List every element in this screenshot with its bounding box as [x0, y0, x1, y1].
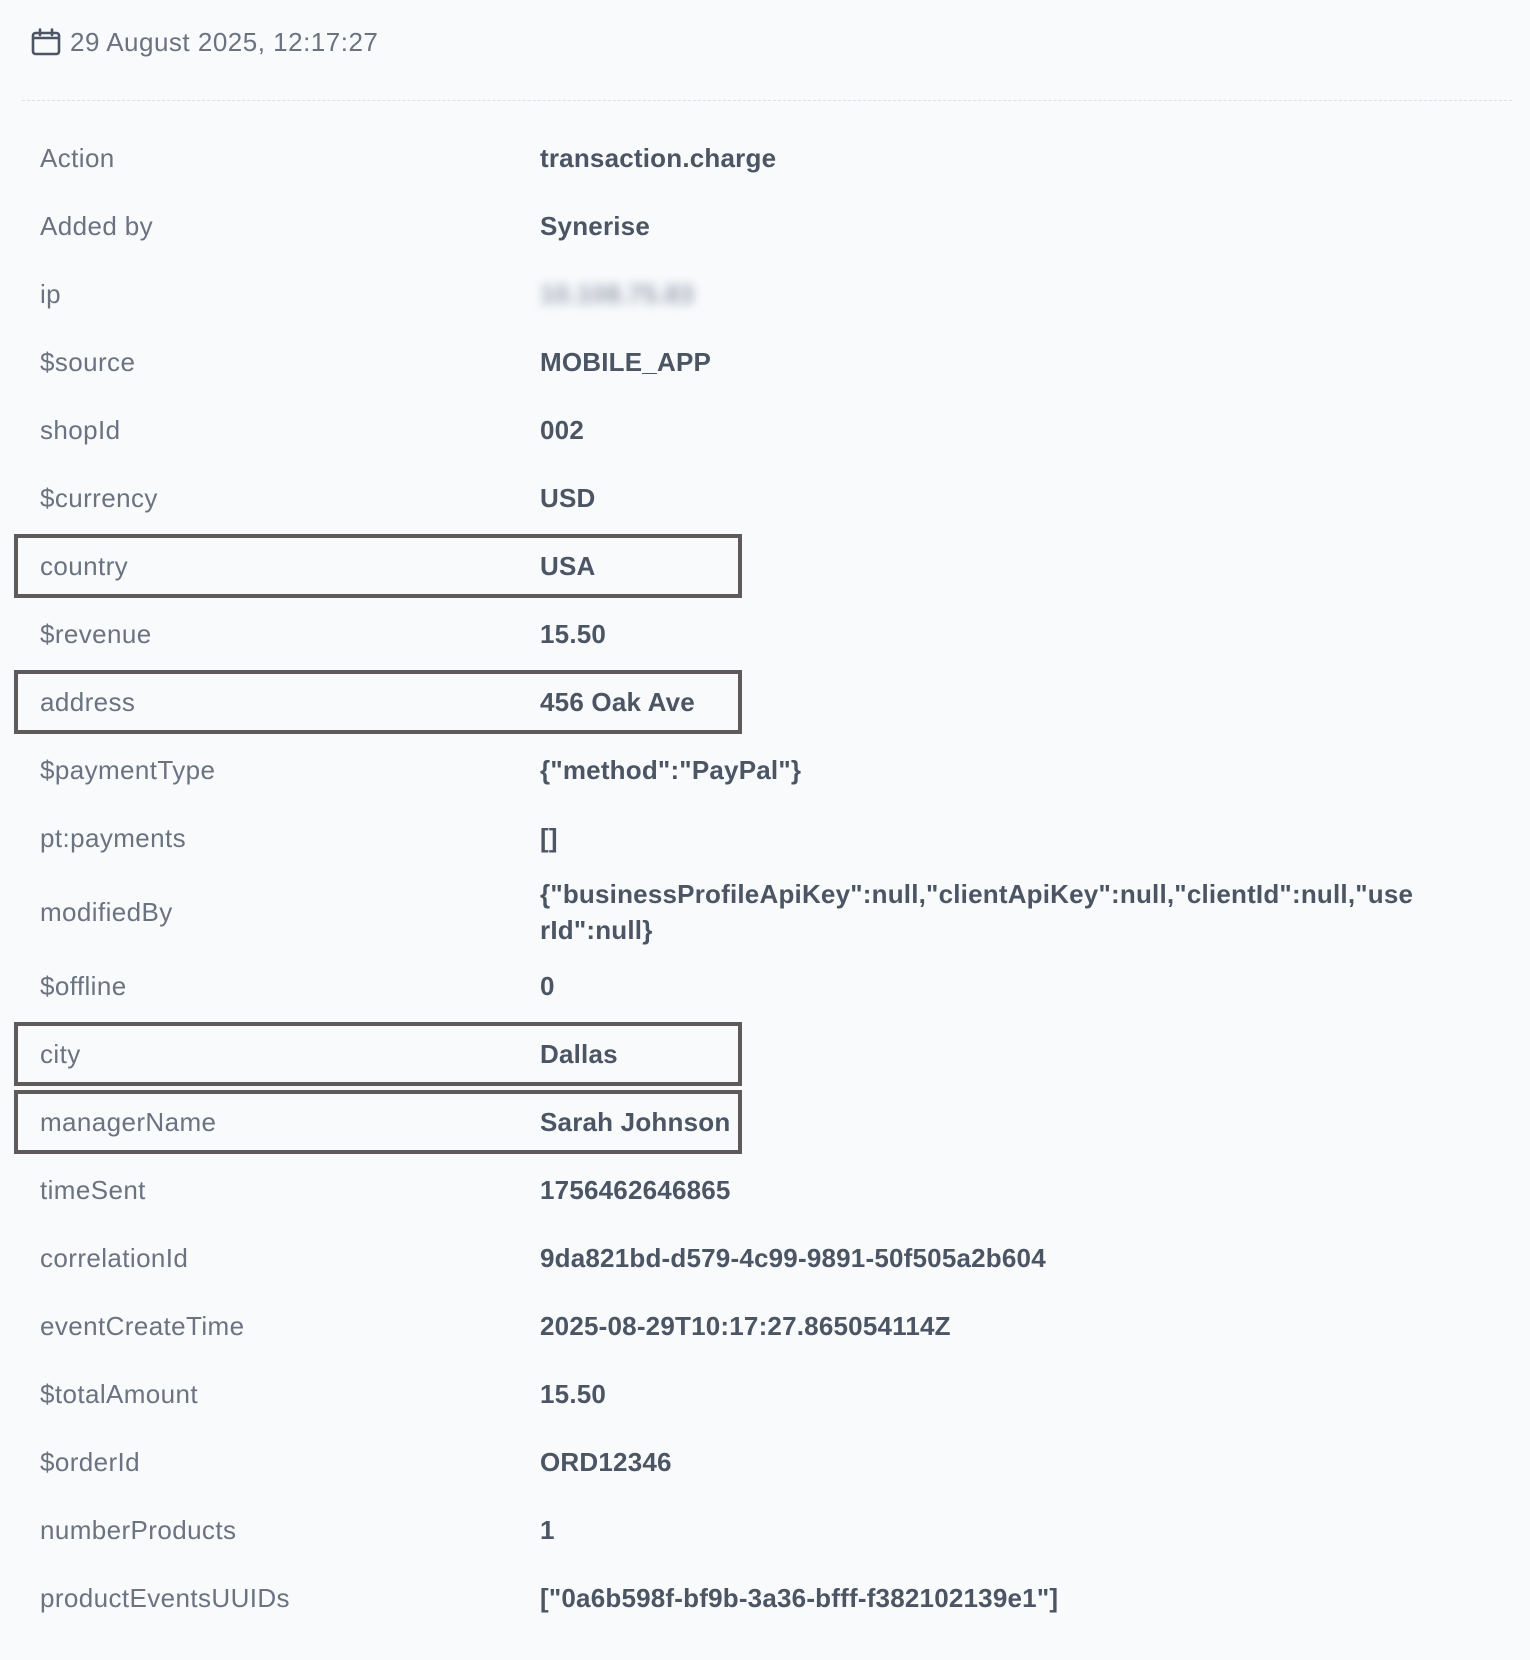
property-label: managerName — [40, 1106, 217, 1137]
property-row-payments — [0, 804, 1530, 872]
property-value: 2025-08-29T10:17:27.865054114Z — [540, 1311, 951, 1341]
property-row-event-create-time — [0, 1292, 1530, 1360]
property-value: MOBILE_APP — [540, 347, 712, 377]
property-value: USA — [540, 551, 596, 581]
property-label: Added by — [40, 210, 154, 241]
property-label: correlationId — [40, 1242, 189, 1273]
property-label: country — [40, 550, 129, 581]
property-row-address — [0, 668, 1530, 736]
property-value: Synerise — [540, 211, 651, 241]
property-value: 9da821bd-d579-4c99-9891-50f505a2b604 — [540, 1243, 1046, 1273]
event-datetime: 29 August 2025, 12:17:27 — [70, 26, 379, 57]
property-value-ip-blurred: 10.108.75.83 — [540, 279, 695, 309]
property-row-action — [0, 124, 1530, 192]
property-value: {"method":"PayPal"} — [540, 755, 802, 785]
property-row-city — [0, 1020, 1530, 1088]
property-label: modifiedBy — [40, 896, 173, 927]
property-row-offline — [0, 952, 1530, 1020]
event-header — [30, 24, 378, 60]
property-label: productEventsUUIDs — [40, 1582, 290, 1613]
property-row-manager-name — [0, 1088, 1530, 1156]
property-row-product-events-uuids — [0, 1564, 1530, 1632]
event-properties-list — [0, 124, 1530, 1632]
property-row-total-amount — [0, 1360, 1530, 1428]
property-label: $orderId — [40, 1446, 141, 1477]
property-label: city — [40, 1038, 81, 1069]
property-value: 15.50 — [540, 619, 607, 649]
property-label: address — [40, 686, 136, 717]
property-value: {"businessProfileApiKey":null,"clientApiKey":null,"clientId":null,"userId":null} — [540, 879, 1414, 945]
property-row-shop-id — [0, 396, 1530, 464]
property-row-order-id — [0, 1428, 1530, 1496]
property-row-time-sent — [0, 1156, 1530, 1224]
property-label: $currency — [40, 482, 158, 513]
property-label: pt:payments — [40, 822, 187, 853]
property-label: eventCreateTime — [40, 1310, 245, 1341]
property-value: USD — [540, 483, 596, 513]
property-value: 1 — [540, 1515, 555, 1545]
property-row-currency — [0, 464, 1530, 532]
property-row-number-products — [0, 1496, 1530, 1564]
property-value: Dallas — [540, 1039, 618, 1069]
property-value: ["0a6b598f-bf9b-3a36-bfff-f382102139e1"] — [540, 1583, 1059, 1613]
property-row-ip — [0, 260, 1530, 328]
calendar-icon — [30, 26, 62, 58]
property-row-source — [0, 328, 1530, 396]
property-row-correlation-id — [0, 1224, 1530, 1292]
property-label: $paymentType — [40, 754, 216, 785]
property-value: 15.50 — [540, 1379, 607, 1409]
property-value: Sarah Johnson — [540, 1107, 731, 1137]
property-value: 002 — [540, 415, 584, 445]
property-row-country — [0, 532, 1530, 600]
property-label: Action — [40, 142, 115, 173]
property-value: 456 Oak Ave — [540, 687, 695, 717]
property-label: timeSent — [40, 1174, 146, 1205]
property-value: 0 — [540, 971, 555, 1001]
property-value: transaction.charge — [540, 143, 777, 173]
property-value: 1756462646865 — [540, 1175, 731, 1205]
property-row-added-by — [0, 192, 1530, 260]
property-label: ip — [40, 278, 62, 309]
property-row-modified-by — [0, 872, 1530, 952]
property-label: shopId — [40, 414, 121, 445]
property-label: $offline — [40, 970, 127, 1001]
property-label: $totalAmount — [40, 1378, 199, 1409]
property-label: numberProducts — [40, 1514, 237, 1545]
property-value: [] — [540, 823, 558, 853]
property-row-payment-type — [0, 736, 1530, 804]
property-label: $source — [40, 346, 136, 377]
property-label: $revenue — [40, 618, 152, 649]
property-row-revenue — [0, 600, 1530, 668]
divider — [22, 100, 1512, 101]
property-value: ORD12346 — [540, 1447, 672, 1477]
